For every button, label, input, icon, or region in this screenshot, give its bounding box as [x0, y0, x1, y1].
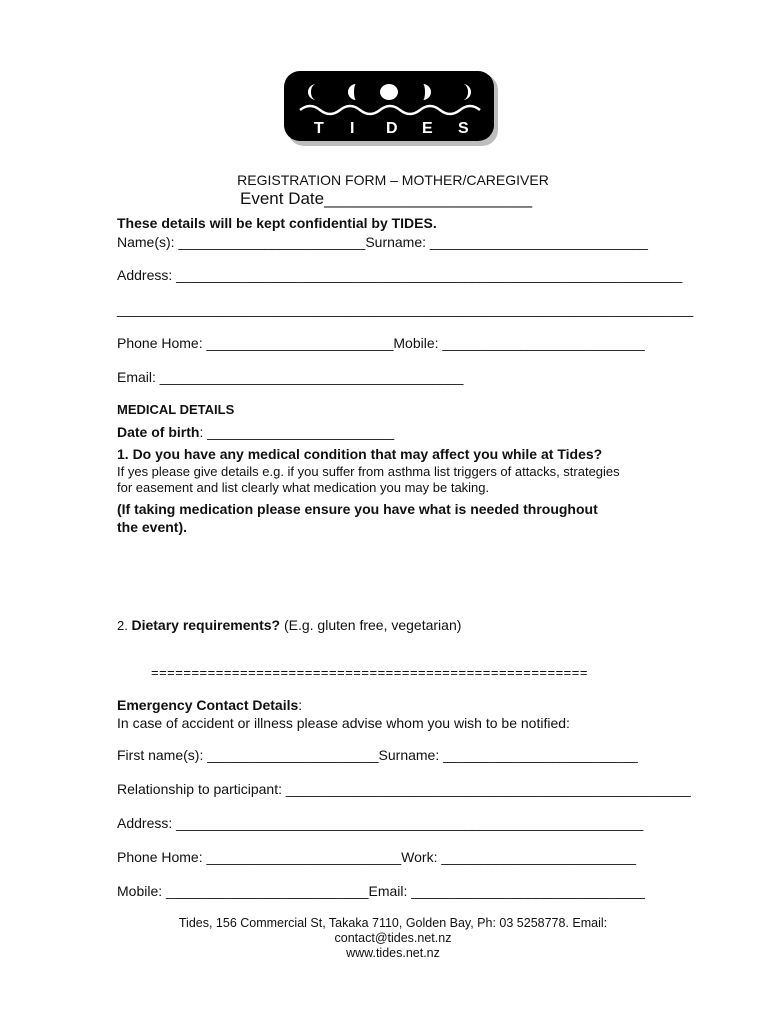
emergency-name-row[interactable] — [117, 747, 638, 763]
confidential-notice: These details will be kept confidential by TIDES. — [117, 215, 437, 231]
question-1: 1. Do you have any medical condition that may affect you while at Tides? — [117, 446, 603, 462]
emergency-mobile-label: Mobile: — [117, 883, 163, 899]
phone-home-label: Phone Home: — [117, 335, 203, 351]
email-blank: _______________________________________ — [155, 369, 464, 385]
mobile-blank: __________________________ — [438, 335, 645, 351]
question-2-example: (E.g. gluten free, vegetarian) — [280, 617, 462, 633]
relationship-blank: ____________________________________________________ — [282, 781, 691, 797]
names-row[interactable] — [117, 234, 648, 250]
medical-heading: MEDICAL DETAILS — [117, 402, 235, 417]
names-blank: ________________________ — [174, 234, 366, 250]
address-row[interactable] — [117, 267, 682, 283]
names-label: Name(s): — [117, 234, 175, 250]
footer-email[interactable]: contact@tides.net.nz — [334, 931, 452, 945]
dob-label: Date of birth — [117, 424, 200, 440]
relationship-label: Relationship to participant: — [117, 781, 282, 797]
logo-letter: D — [386, 120, 398, 137]
event-date-blank: ______________________ — [324, 189, 533, 208]
address-blank: _________________________________________________________________ — [172, 267, 683, 283]
medication-note-line-2: the event). — [117, 519, 188, 535]
dob-row[interactable] — [117, 424, 394, 440]
emergency-address-label: Address: — [117, 815, 173, 831]
tides-logo-icon — [282, 70, 502, 148]
surname-label: Surname: — [365, 234, 427, 250]
emergency-surname-blank: _________________________ — [439, 747, 638, 763]
emergency-address-row[interactable] — [117, 815, 643, 831]
emergency-phone-home-label: Phone Home: — [117, 849, 203, 865]
phone-home-blank: ________________________ — [202, 335, 394, 351]
emergency-email-blank: ______________________________ — [407, 883, 645, 899]
moon-full-icon — [380, 84, 398, 100]
emergency-surname-label: Surname: — [378, 747, 440, 763]
question-1-detail-line-2: for easement and list clearly what medication you may be taking. — [117, 480, 490, 495]
event-date-label: Event Date — [240, 189, 325, 208]
logo-letter: S — [458, 120, 469, 137]
logo-letter: E — [422, 120, 433, 137]
address-line-2[interactable]: __________________________________________________________________________ — [117, 301, 694, 317]
logo-letter: T — [314, 120, 324, 137]
phone-row[interactable] — [117, 335, 645, 351]
first-name-label: First name(s): — [117, 747, 204, 763]
logo-letter: I — [350, 120, 355, 137]
medication-note-line-1: (If taking medication please ensure you have what is needed throughout — [117, 501, 598, 517]
footer-address: Tides, 156 Commercial St, Takaka 7110, Golden Bay, Ph: 03 5258778. Email: — [178, 916, 608, 930]
footer-website[interactable]: www.tides.net.nz — [346, 946, 440, 960]
surname-blank: ____________________________ — [426, 234, 648, 250]
form-title: REGISTRATION FORM – MOTHER/CAREGIVER — [237, 172, 549, 188]
first-name-blank: ______________________ — [203, 747, 379, 763]
question-2-number: 2. — [117, 618, 132, 633]
section-divider: ====================================================== — [151, 665, 588, 680]
work-blank: _________________________ — [437, 849, 637, 865]
work-label: Work: — [401, 849, 438, 865]
emergency-phone-home-blank: _________________________ — [202, 849, 402, 865]
tides-logo — [282, 70, 502, 148]
emergency-heading-text: Emergency Contact Details — [117, 697, 299, 713]
dob-colon: : — [199, 424, 204, 440]
emergency-instruction: In case of accident or illness please advise whom you wish to be notified: — [117, 715, 570, 731]
address-label: Address: — [117, 267, 173, 283]
question-2 — [117, 617, 461, 633]
emergency-address-blank: ____________________________________________________________ — [172, 815, 644, 831]
email-row[interactable] — [117, 369, 463, 385]
emergency-mobile-row[interactable] — [117, 883, 645, 899]
relationship-row[interactable] — [117, 781, 691, 797]
emergency-heading — [117, 697, 302, 713]
emergency-heading-colon: : — [298, 697, 303, 713]
event-date-field[interactable] — [240, 189, 532, 209]
mobile-label: Mobile: — [393, 335, 439, 351]
emergency-phone-row[interactable] — [117, 849, 636, 865]
email-label: Email: — [117, 369, 156, 385]
question-1-detail-line-1: If yes please give details e.g. if you suffer from asthma list triggers of attacks, strategies — [117, 464, 620, 479]
question-2-label: Dietary requirements? — [131, 617, 281, 633]
emergency-mobile-blank: __________________________ — [162, 883, 369, 899]
emergency-email-label: Email: — [368, 883, 408, 899]
dob-blank: ________________________ — [203, 424, 395, 440]
